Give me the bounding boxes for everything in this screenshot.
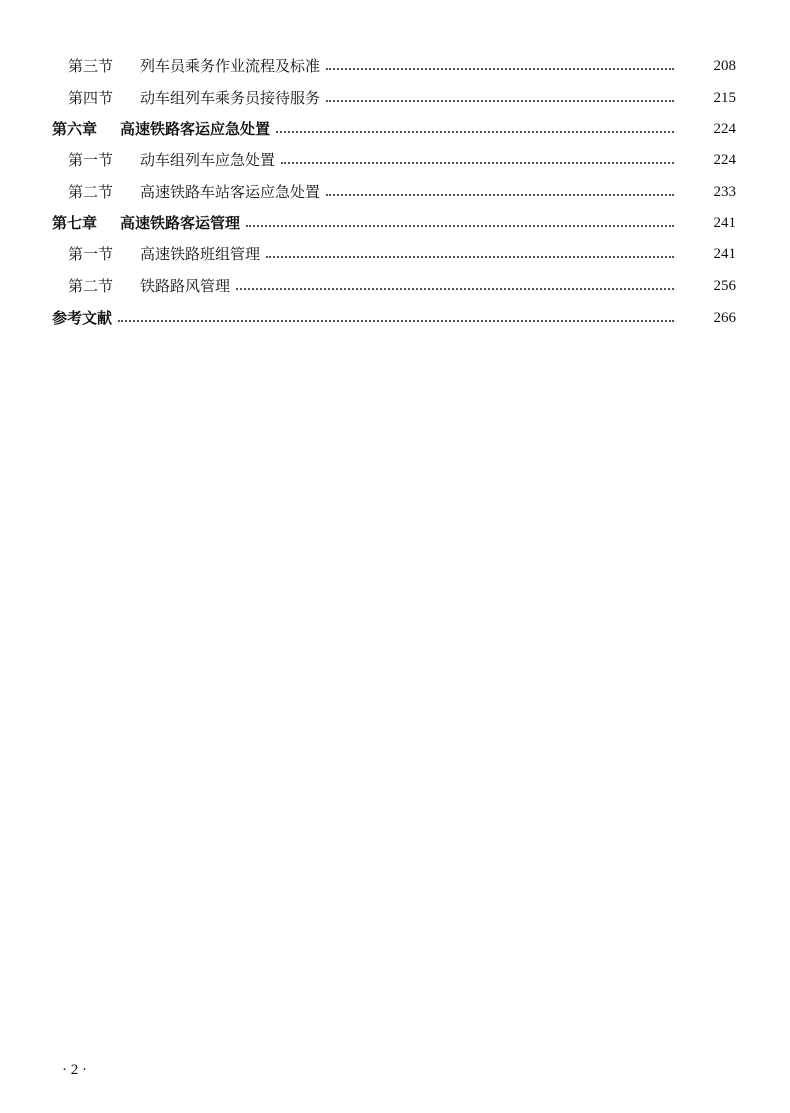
toc-entry-title: 动车组列车乘务员接待服务 — [140, 89, 321, 107]
toc-entry-title: 高速铁路客运应急处置 — [120, 120, 271, 138]
toc-entry-section — [0, 53, 790, 79]
toc-entry-title: 参考文献 — [52, 309, 113, 327]
toc-entry-number: 第六章 — [52, 120, 98, 138]
toc-entry-chapter — [0, 210, 790, 236]
toc-dot-leader — [326, 66, 674, 70]
toc-entry-title: 列车员乘务作业流程及标准 — [140, 57, 321, 75]
toc-entry-number: 第一节 — [68, 245, 114, 263]
toc-entry-number: 第三节 — [68, 57, 114, 75]
toc-dot-leader — [326, 192, 674, 196]
toc-entry-page: 224 — [713, 121, 736, 137]
toc-entry-number: 第一节 — [68, 151, 114, 169]
toc-entry-chapter — [0, 116, 790, 142]
toc-entry-title: 高速铁路班组管理 — [140, 245, 261, 263]
toc-entry-page: 256 — [713, 278, 736, 294]
toc-entry-title: 铁路路风管理 — [140, 277, 231, 295]
toc-entry-section — [0, 147, 790, 173]
toc-dot-leader — [236, 286, 674, 290]
toc-dot-leader — [326, 98, 674, 102]
toc-entry-title: 动车组列车应急处置 — [140, 151, 276, 169]
toc-entry-section — [0, 179, 790, 205]
toc-entry-title: 高速铁路车站客运应急处置 — [140, 183, 321, 201]
toc-entry-number: 第二节 — [68, 277, 114, 295]
toc-entry-title: 高速铁路客运管理 — [120, 214, 241, 232]
toc-entry-number: 第七章 — [52, 214, 98, 232]
page-number: · 2 · — [62, 1062, 87, 1078]
toc-entry-section — [0, 273, 790, 299]
toc-entry-page: 233 — [713, 184, 736, 200]
toc-entry-page: 208 — [713, 58, 736, 74]
toc-entry-section — [0, 85, 790, 111]
toc-dot-leader — [118, 318, 674, 322]
toc-entry-page: 224 — [713, 152, 736, 168]
toc-entry-page: 241 — [713, 246, 736, 262]
toc-dot-leader — [276, 129, 674, 133]
toc-entry-number: 第四节 — [68, 89, 114, 107]
toc-entry-page: 215 — [713, 90, 736, 106]
toc-dot-leader — [281, 160, 674, 164]
toc-dot-leader — [246, 223, 674, 227]
toc-entry-references — [0, 305, 790, 331]
toc-entry-page: 241 — [713, 215, 736, 231]
toc-dot-leader — [266, 254, 674, 258]
toc-entry-section — [0, 241, 790, 267]
toc-entry-number: 第二节 — [68, 183, 114, 201]
toc-entry-page: 266 — [713, 310, 736, 326]
